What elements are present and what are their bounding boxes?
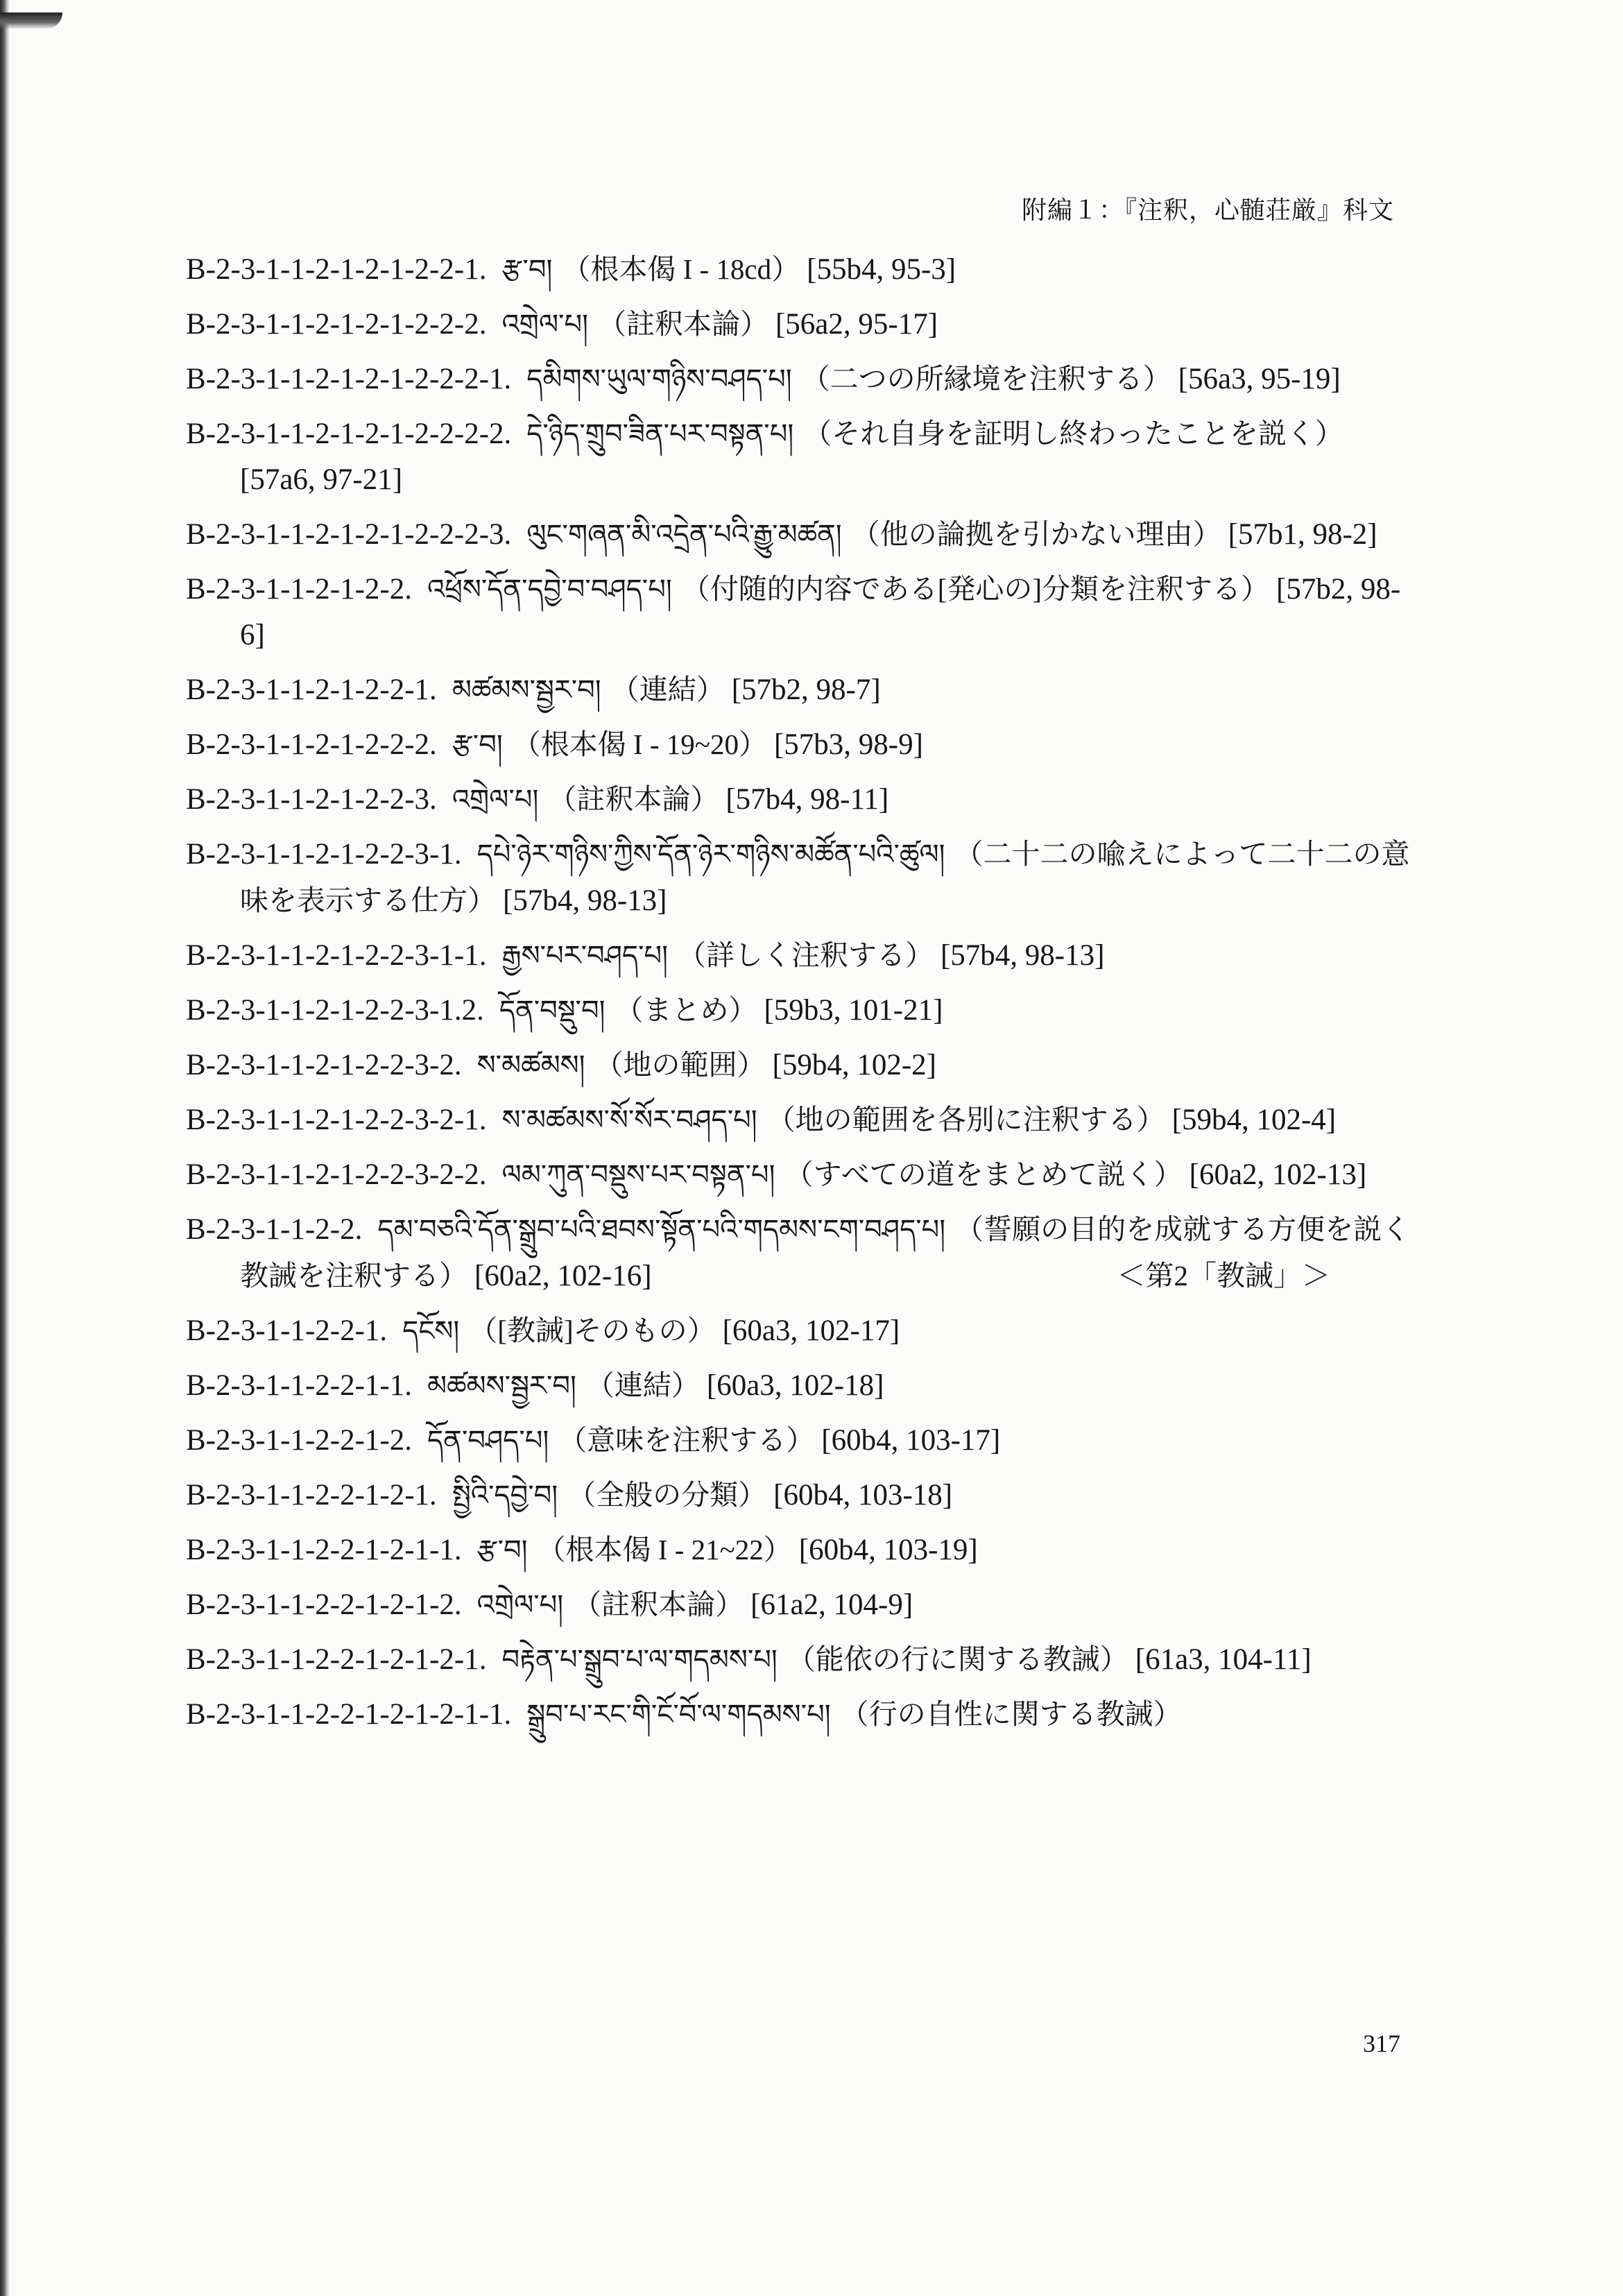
entry-description: （註釈本論） (597, 308, 768, 340)
entry-tibetan-heading: ས་མཚམས་སོ་སོར་བཤད་པ། (501, 1104, 757, 1136)
outline-entry (186, 776, 1414, 823)
entry-description: （地の範囲を各別に注釈する） (766, 1104, 1165, 1136)
entry-reference: [60a3, 102-18] (706, 1369, 884, 1402)
entry-code: B-2-3-1-1-2-2-1-2-1-2. (186, 1588, 462, 1621)
entry-description: （根本偈 I - 19~20） (512, 728, 767, 760)
entry-code: B-2-3-1-1-2-1-2-2-3-1-1. (186, 939, 487, 972)
entry-description: （付随的内容である[発心の]分類を注釈する） (681, 573, 1270, 605)
entry-code: B-2-3-1-1-2-2. (186, 1213, 363, 1246)
outline-entry (186, 1042, 1414, 1088)
entry-description: （連結） (610, 674, 725, 705)
entry-tibetan-heading: སྒྲུབ་པ་རང་གི་ངོ་བོ་ལ་གདམས་པ། (526, 1699, 831, 1731)
entry-tibetan-heading: འཕྲོས་དོན་དབྱེ་བ་བཤད་པ། (427, 574, 672, 606)
outline-entry (186, 987, 1414, 1034)
outline-entry (186, 1097, 1414, 1143)
entry-reference: [60a2, 102-16] (474, 1260, 652, 1292)
entry-reference: [59b4, 102-2] (772, 1049, 937, 1081)
running-header: 附編１：『注釈，心髄荘厳』科文 (1021, 196, 1394, 224)
outline-list (186, 246, 1414, 1746)
entry-code: B-2-3-1-1-2-2-1-2-1-2-1-1. (186, 1698, 512, 1731)
outline-entry (186, 667, 1414, 713)
entry-tibetan-heading: དཔེ་ཉེར་གཉིས་ཀྱིས་དོན་ཉེར་གཉིས་མཚོན་པའི་ཚུལ། (476, 839, 945, 871)
entry-code: B-2-3-1-1-2-1-2-1-2-2-2-3. (186, 518, 512, 551)
entry-code: B-2-3-1-1-2-1-2-1-2-2-1. (186, 253, 487, 286)
entry-reference: [60a3, 102-17] (722, 1314, 900, 1347)
outline-entry (186, 1362, 1414, 1409)
entry-tibetan-heading: དོན་བསྡུ་བ། (499, 995, 606, 1027)
entry-code: B-2-3-1-1-2-1-2-2-2. (186, 728, 437, 761)
entry-tibetan-heading: ལུང་གཞན་མི་འདྲེན་པའི་རྒྱུ་མཚན། (526, 519, 842, 551)
entry-description: （他の論拠を引かない理由） (851, 518, 1221, 550)
entry-reference: [61a3, 104-11] (1135, 1643, 1312, 1676)
entry-description: （註釈本論） (573, 1588, 744, 1620)
entry-tibetan-heading: འགྲེལ་པ། (476, 1589, 564, 1621)
entry-description: （地の範囲） (594, 1049, 766, 1081)
outline-entry (186, 1151, 1414, 1198)
outline-entry (186, 356, 1414, 402)
outline-entry (186, 411, 1414, 503)
entry-description: （二つの所縁境を注釈する） (801, 363, 1171, 395)
entry-reference: [57b4, 98-13] (940, 939, 1105, 972)
entry-code: B-2-3-1-1-2-1-2-2-3. (186, 783, 437, 816)
entry-reference: [60b4, 103-17] (821, 1424, 1001, 1457)
entry-description: （能依の行に関する教誡） (787, 1643, 1128, 1675)
entry-reference: [57b1, 98-2] (1228, 518, 1377, 551)
entry-tibetan-heading: རྩ་བ། (476, 1534, 528, 1566)
page-number: 317 (1363, 2030, 1400, 2057)
entry-section-note: ＜第2「教誡」＞ (1117, 1260, 1330, 1292)
outline-entry (186, 1472, 1414, 1518)
entry-code: B-2-3-1-1-2-2-1-2-1-1. (186, 1534, 462, 1566)
entry-tibetan-heading: དམ་བཅའི་དོན་སྒྲུབ་པའི་ཐབས་སྟོན་པའི་གདམས་ངག་བཤད་པ། (377, 1214, 946, 1246)
entry-reference: [60b4, 103-19] (798, 1534, 978, 1566)
outline-entry (186, 1417, 1414, 1464)
entry-code: B-2-3-1-1-2-1-2-2-3-2. (186, 1049, 462, 1081)
entry-tibetan-heading: ས་མཚམས། (476, 1050, 585, 1081)
outline-entry (186, 511, 1414, 558)
entry-code: B-2-3-1-1-2-1-2-2-3-2-1. (186, 1104, 487, 1136)
outline-entry (186, 1636, 1414, 1683)
entry-tibetan-heading: ལམ་ཀུན་བསྡུས་པར་བསྟན་པ། (501, 1159, 775, 1191)
entry-reference: [59b4, 102-4] (1171, 1104, 1337, 1136)
entry-code: B-2-3-1-1-2-1-2-1-2-2-2. (186, 308, 487, 341)
entry-code: B-2-3-1-1-2-2-1. (186, 1314, 388, 1347)
entry-reference: [56a3, 95-19] (1178, 363, 1341, 395)
outline-entry (186, 1582, 1414, 1628)
entry-tibetan-heading: དེ་ཉིད་གྲུབ་ཟིན་པར་བསྟན་པ། (526, 418, 794, 450)
entry-reference: [57b3, 98-9] (773, 728, 923, 761)
scan-shadow (0, 12, 62, 29)
entry-tibetan-heading: འགྲེལ་པ། (501, 309, 588, 341)
outline-entry (186, 566, 1414, 658)
entry-description: （[教誡]そのもの） (469, 1314, 716, 1346)
entry-description: （すべての道をまとめて説く） (784, 1158, 1183, 1190)
entry-reference: [60a2, 102-13] (1189, 1158, 1367, 1191)
entry-reference: [57b2, 98-6] (240, 573, 1401, 651)
entry-reference: [57b4, 98-11] (725, 783, 889, 816)
entry-tibetan-heading: སྤྱིའི་དབྱེ་བ། (452, 1480, 558, 1511)
entry-description: （連結） (585, 1369, 700, 1401)
entry-tibetan-heading: དམིགས་ཡུལ་གཉིས་བཤད་པ། (526, 363, 792, 395)
entry-description: （誓願の目的を成就する方便を説く教誡を注釈する） (240, 1213, 1411, 1292)
outline-entry (186, 1206, 1414, 1299)
entry-tibetan-heading: འགྲེལ་པ། (452, 784, 539, 816)
entry-reference: [57a6, 97-21] (240, 463, 403, 496)
outline-entry (186, 1527, 1414, 1573)
entry-description: （二十二の喩えによって二十二の意味を表示する仕方） (240, 838, 1410, 916)
entry-code: B-2-3-1-1-2-1-2-1-2-2-2-2. (186, 418, 512, 450)
outline-entry (186, 721, 1414, 768)
entry-tibetan-heading: བརྟེན་པ་སྒྲུབ་པ་ལ་གདམས་པ། (501, 1644, 778, 1676)
entry-reference: [60b4, 103-18] (773, 1479, 953, 1511)
entry-reference: [55b4, 95-3] (807, 253, 956, 286)
outline-entry (186, 246, 1414, 293)
entry-description: （行の自性に関する教誡） (840, 1698, 1182, 1730)
entry-reference: [57b4, 98-13] (503, 884, 667, 917)
entry-description: （それ自身を証明し終わったことを説く） (803, 418, 1343, 449)
entry-code: B-2-3-1-1-2-1-2-2-3-1.2. (186, 994, 484, 1027)
entry-reference: [57b2, 98-7] (731, 674, 881, 706)
entry-tibetan-heading: དངོས། (402, 1315, 460, 1347)
entry-tibetan-heading: རྒྱས་པར་བཤད་པ། (501, 940, 668, 972)
entry-code: B-2-3-1-1-2-1-2-2-1. (186, 674, 437, 706)
entry-description: （根本偈 I - 18cd） (562, 253, 800, 285)
entry-tibetan-heading: མཚམས་སྦྱར་བ། (452, 674, 601, 706)
outline-entry (186, 831, 1414, 924)
entry-description: （詳しく注釈する） (677, 939, 934, 971)
entry-code: B-2-3-1-1-2-1-2-2-3-2-2. (186, 1158, 487, 1191)
entry-tibetan-heading: དོན་བཤད་པ། (427, 1425, 549, 1457)
page-binding-edge (0, 0, 10, 2296)
entry-code: B-2-3-1-1-2-2-1-1. (186, 1369, 412, 1402)
entry-code: B-2-3-1-1-2-2-1-2-1. (186, 1479, 437, 1511)
entry-tibetan-heading: རྩ་བ། (501, 254, 553, 286)
outline-entry (186, 1691, 1414, 1738)
entry-description: （まとめ） (615, 994, 757, 1026)
entry-description: （全般の分類） (567, 1479, 767, 1511)
entry-description: （註釈本論） (548, 783, 719, 815)
outline-entry (186, 1308, 1414, 1354)
entry-code: B-2-3-1-1-2-1-2-1-2-2-2-1. (186, 363, 512, 395)
entry-tibetan-heading: རྩ་བ། (452, 729, 503, 761)
entry-description: （意味を注釈する） (558, 1424, 815, 1456)
entry-tibetan-heading: མཚམས་སྦྱར་བ། (427, 1370, 576, 1402)
outline-entry (186, 301, 1414, 348)
entry-description: （根本偈 I - 21~22） (537, 1534, 792, 1566)
entry-code: B-2-3-1-1-2-1-2-2-3-1. (186, 838, 462, 871)
outline-entry (186, 932, 1414, 979)
entry-code: B-2-3-1-1-2-2-1-2. (186, 1424, 412, 1457)
entry-code: B-2-3-1-1-2-1-2-2. (186, 573, 412, 606)
entry-reference: [59b3, 101-21] (764, 994, 943, 1027)
entry-reference: [61a2, 104-9] (750, 1588, 913, 1621)
entry-code: B-2-3-1-1-2-2-1-2-1-2-1. (186, 1643, 487, 1676)
entry-reference: [56a2, 95-17] (775, 308, 938, 341)
